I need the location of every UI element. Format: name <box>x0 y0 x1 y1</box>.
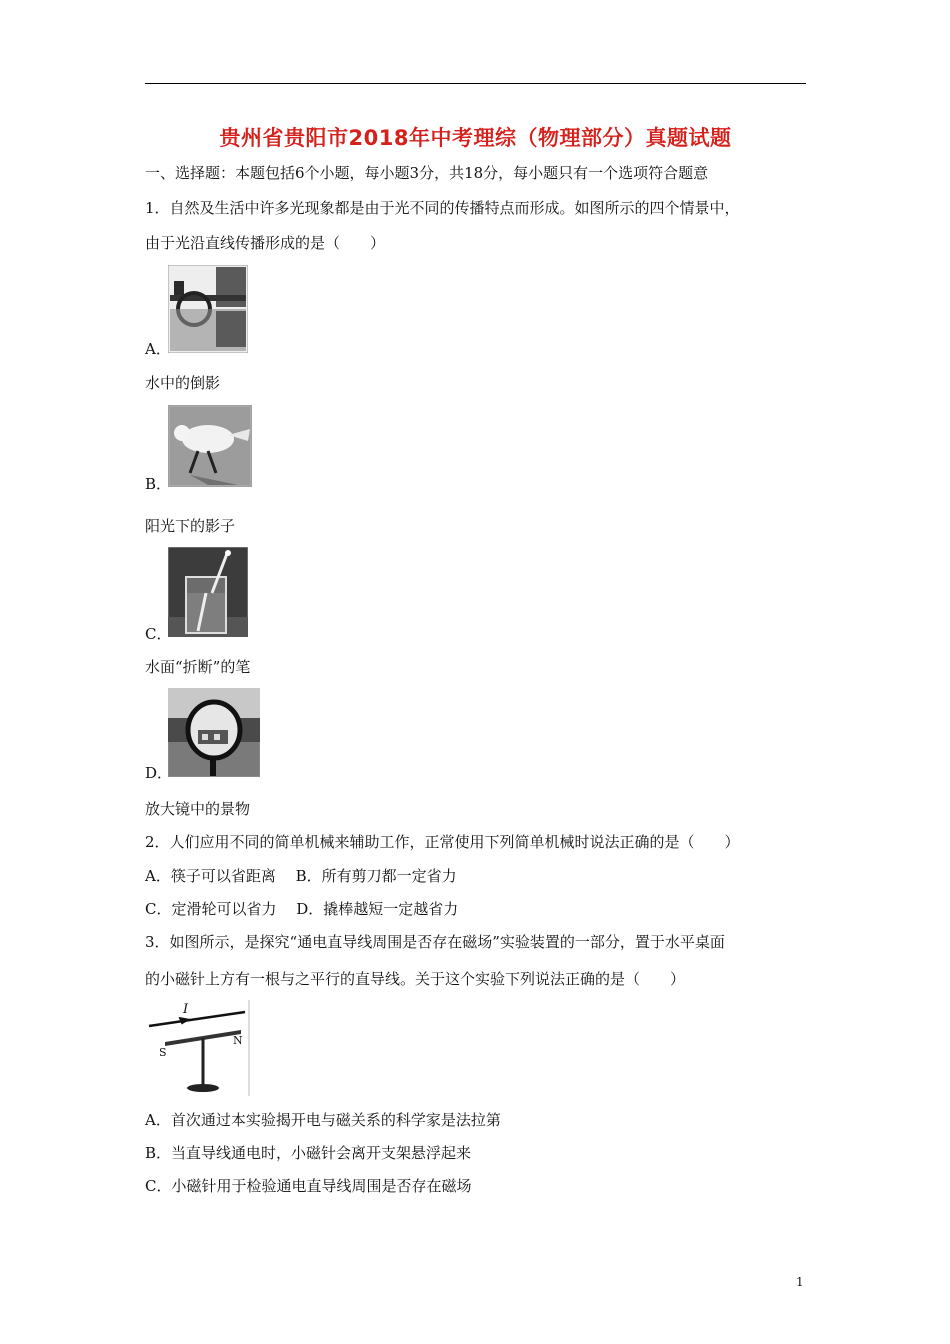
option-a-label: A． <box>145 340 171 358</box>
question-1-stem-line2: 由于光沿直线传播形成的是（ ） <box>145 234 386 252</box>
magnifier-scene-photo <box>168 688 260 777</box>
header-rule <box>145 83 806 84</box>
option-b-caption: 阳光下的影子 <box>145 517 236 535</box>
page-title: 贵州省贵阳市2018年中考理综（物理部分）真题试题 <box>219 126 732 150</box>
section-heading: 一、选择题：本题包括6个小题，每小题3分，共18分，每小题只有一个选项符合题意 <box>145 164 709 182</box>
question-3-option-a: A．首次通过本实验揭开电与磁关系的科学家是法拉第 <box>145 1111 501 1129</box>
question-3-option-b: B．当直导线通电时，小磁针会离开支架悬浮起来 <box>145 1144 472 1162</box>
option-a-caption: 水中的倒影 <box>145 374 221 392</box>
question-2-options-row1: A．筷子可以省距离 B．所有剪刀都一定省力 <box>145 867 457 885</box>
option-b-label: B． <box>145 475 172 493</box>
pen-in-water-glass-photo <box>168 547 248 637</box>
current-label: I <box>183 1002 189 1017</box>
question-3-stem-line2: 的小磁针上方有一根与之平行的直导线。关于这个实验下列说法正确的是（ ） <box>145 970 686 988</box>
question-2-options-row2: C．定滑轮可以省力 D．撬棒越短一定越省力 <box>145 900 459 918</box>
north-pole-label: N <box>233 1034 243 1047</box>
question-2-stem: 2．人们应用不同的简单机械来辅助工作，正常使用下列简单机械时说法正确的是（ ） <box>145 833 740 851</box>
option-c-label: C． <box>145 625 172 643</box>
option-d-caption: 放大镜中的景物 <box>145 800 251 818</box>
south-pole-label: S <box>159 1046 167 1059</box>
option-d-label: D． <box>145 764 173 782</box>
compass-wire-diagram <box>145 1000 253 1096</box>
dove-shadow-photo <box>168 405 252 487</box>
option-c-caption: 水面“折断”的笔 <box>145 658 251 676</box>
page-number: 1 <box>796 1275 804 1289</box>
bridge-reflection-photo <box>168 265 248 353</box>
question-3-option-c: C．小磁针用于检验通电直导线周围是否存在磁场 <box>145 1177 472 1195</box>
question-3-stem-line1: 3．如图所示，是探究“通电直导线周围是否存在磁场”实验装置的一部分，置于水平桌面 <box>145 933 725 951</box>
question-1-stem-line1: 1．自然及生活中许多光现象都是由于光不同的传播特点而形成。如图所示的四个情景中， <box>145 199 740 217</box>
